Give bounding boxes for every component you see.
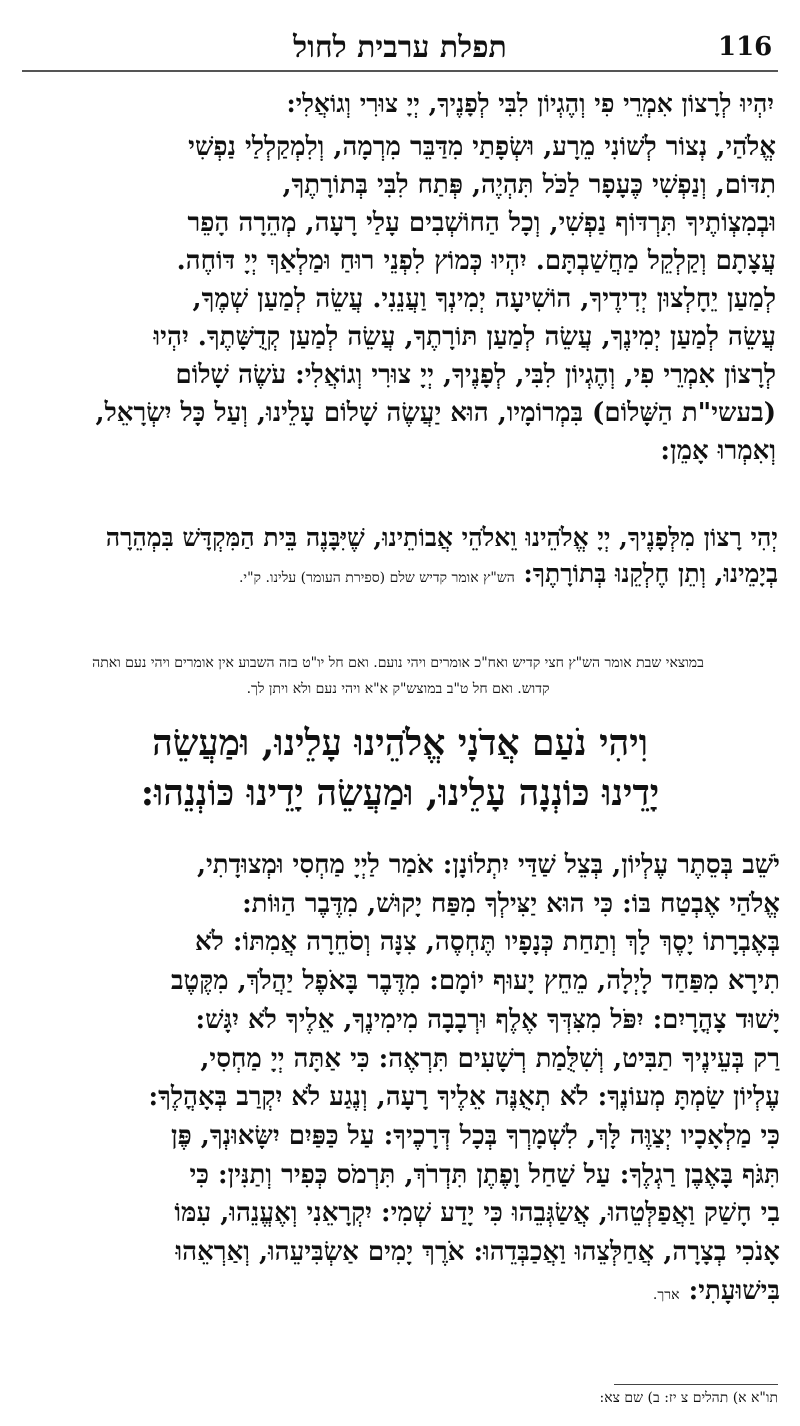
repeat-instruction: ארך.	[652, 1286, 680, 1303]
text-line: יִהְיוּ לְרָצוֹן אִמְרֵי פִי וְהֶגְיוֹן לִבִּי לְפָנֶיךָ, יְיָ צוּרִי וְגוֹאֲלִי:	[286, 89, 774, 118]
footnote: תו"א א) תהלים צ יז: ב) שם צא:	[599, 1390, 778, 1406]
text-line: בְּאֶבְרָתוֹ יָסֶךְ לָךְ וְתַחַת כְּנָפָיו תֶּחְסֶה, צִנָּה וְסֹחֵרָה אֲמִתּוֹ: לֹא	[194, 927, 780, 958]
elohai-netzor-paragraph	[18, 128, 776, 470]
motzaei-shabbat-instruction	[16, 650, 780, 702]
page-number: 116	[718, 32, 773, 62]
text-line: עֶלְיוֹן שַׂמְתָּ מְעוֹנֶךָ: לֹא תְאֻנֶּה אֵלֶיךָ רָעָה, וְנֶגַע לֹא יִקְרַב בְּאָהֳלֶךָ:	[148, 1082, 780, 1113]
text-line: יְהִי רָצוֹן מִלְּפָנֶיךָ, יְיָ אֱלֹהֵינוּ וֵאלֹהֵי אֲבוֹתֵינוּ, שֶׁיִּבָּנֶה בֵּית הַמִּקְדָּשׁ בִּמְהֵרָה	[105, 523, 778, 552]
text-line: אֱלֹהַי, נְצוֹר לְשׁוֹנִי מֵרָע, וּשְׂפָתַי מִדַּבֵּר מִרְמָה, וְלִמְקַלְלַי נַפְשִׁי	[188, 132, 776, 162]
text-segment: בְיָמֵינוּ, וְתֵן חֶלְקֵנוּ בְּתוֹרָתֶךָ:	[523, 559, 778, 588]
text-line: אֱלֹהַי אֶבְטַח בּוֹ: כִּי הוּא יַצִּילְךָ מִפַּח יָקוּשׁ, מִדֶּבֶר הַוּוֹת:	[242, 888, 780, 919]
yehi-ratzon-paragraph	[24, 520, 778, 596]
text-segment: בִּישׁוּעָתִי:	[688, 1275, 780, 1306]
text-line: תִּגֹּף בָּאֶבֶן רַגְלֶךָ: עַל שַׁחַל וָפֶתֶן תִּדְרֹךְ, תִּרְמֹס כְּפִיר וְתַנִּין: כִּי	[189, 1159, 780, 1190]
header-rule	[22, 70, 778, 72]
vihi-noam-verse	[40, 718, 760, 818]
text-line: קדוש. ואם חל ט"ב במוצש"ק א"א ויהי נעם ולא ויתן לך.	[246, 681, 550, 697]
text-line: יָשׁוּד צָהֳרָיִם: יִפֹּל מִצִּדְּךָ אֶלֶף וּרְבָבָה מִימִינֶךָ, אֵלֶיךָ לֹא יִגָּשׁ:	[195, 1004, 780, 1035]
text-line: יֹשֵׁב בְּסֵתֶר עֶלְיוֹן, בְּצֵל שַׁדַּי יִתְלוֹנָן: אֹמַר לַיְיָ מַחְסִי וּמְצוּדָתִי,	[196, 850, 780, 880]
text-line: עֲצָתָם וְקַלְקֵל מַחֲשַׁבְתָּם. יִהְיוּ כְּמוֹץ לִפְנֵי רוּחַ וּמַלְאַךְ יְיָ דּוֹחֶה.	[176, 246, 776, 276]
footnote-rule	[614, 1384, 778, 1385]
yihyu-verse	[24, 86, 774, 122]
text-line: (בעשי"ת הַשָּׁלוֹם) בִּמְרוֹמָיו, הוּא יַעֲשֶׂה שָׁלוֹם עָלֵינוּ, וְעַל כָּל יִשְׂרָאֵל,	[95, 398, 776, 428]
text-line: וִיהִי נֹעַם אֲדֹנָי אֱלֹהֵינוּ עָלֵינוּ, וּמַעֲשֵׂה	[152, 722, 648, 764]
text-line: תִדּוֹם, וְנַפְשִׁי כֶּעָפָר לַכֹּל תִּהְיֶה, פְּתַח לִבִּי בְּתוֹרָתֶךָ,	[282, 170, 776, 200]
text-line: כִּי מַלְאָכָיו יְצַוֶּה לָּךְ, לִשְׁמָרְךָ בְּכָל דְּרָכֶיךָ: עַל כַּפַּיִם יִשָּׂאוּנְךָ, פֶּן	[170, 1120, 780, 1151]
text-line: במוצאי שבת אומר הש"ץ חצי קדיש ואח"כ אומרים ויהי נועם. ואם חל יו"ט בזה השבוע אין אומרים ויהי נעם ואתה	[92, 655, 704, 671]
text-line: עֲשֵׂה לְמַעַן יְמִינֶךָ, עֲשֵׂה לְמַעַן תּוֹרָתֶךָ, עֲשֵׂה לְמַעַן קְדֻשָּׁתֶךָ. יִהְיוּ	[153, 322, 776, 352]
text-line: תִירָא מִפַּחַד לָיְלָה, מֵחֵץ יָעוּף יוֹמָם: מִדֶּבֶר בָּאֹפֶל יַהֲלֹךְ, מִקֶּטֶב	[171, 966, 780, 997]
text-line	[24, 556, 778, 596]
text-line: אָנֹכִי בְצָרָה, אֲחַלְּצֵהוּ וַאֲכַבְּדֵהוּ: אֹרֶךְ יָמִים אַשְׂבִּיעֵהוּ, וְאַרְאֵהוּ	[175, 1237, 780, 1268]
text-line: רַק בְּעֵינֶיךָ תַבִּיט, וְשִׁלֻּמַת רְשָׁעִים תִּרְאֶה: כִּי אַתָּה יְיָ מַחְסִי,	[200, 1043, 780, 1074]
text-line: וְאִמְרוּ אָמֵן:	[660, 436, 776, 466]
yoshev-beseter-psalm	[16, 846, 780, 1314]
text-line: לְרָצוֹן אִמְרֵי פִי, וְהֶגְיוֹן לִבִּי, לְפָנֶיךָ, יְיָ צוּרִי וְגוֹאֲלִי: עֹשֶׂה שָׁלוֹם	[175, 360, 776, 390]
page-title: תפלת ערבית לחול	[293, 30, 507, 65]
text-line: לְמַעַן יֵחָלְצוּן יְדִידֶיךָ, הוֹשִׁיעָה יְמִינְךָ וַעֲנֵנִי. עֲשֵׂה לְמַעַן שְׁמֶךָ,	[192, 284, 776, 314]
text-line: וּבְמִצְוֹתֶיךָ תִּרְדּוֹף נַפְשִׁי, וְכָל הַחוֹשְׁבִים עָלַי רָעָה, מְהֵרָה הָפֵר	[187, 208, 776, 238]
text-line: יָדֵינוּ כּוֹנְנָה עָלֵינוּ, וּמַעֲשֵׂה יָדֵינוּ כּוֹנְנֵהוּ:	[140, 772, 660, 814]
kaddish-instruction: הש"ץ אומר קדיש שלם (ספירת העומר) עלינו. ק"י.	[238, 570, 515, 586]
text-line	[16, 1272, 780, 1315]
text-line: בִי חָשַׁק וַאֲפַלְּטֵהוּ, אֲשַׂגְּבֵהוּ כִּי יָדַע שְׁמִי: יִקְרָאֵנִי וְאֶעֱנֵהוּ, עִמּוֹ	[174, 1198, 780, 1229]
